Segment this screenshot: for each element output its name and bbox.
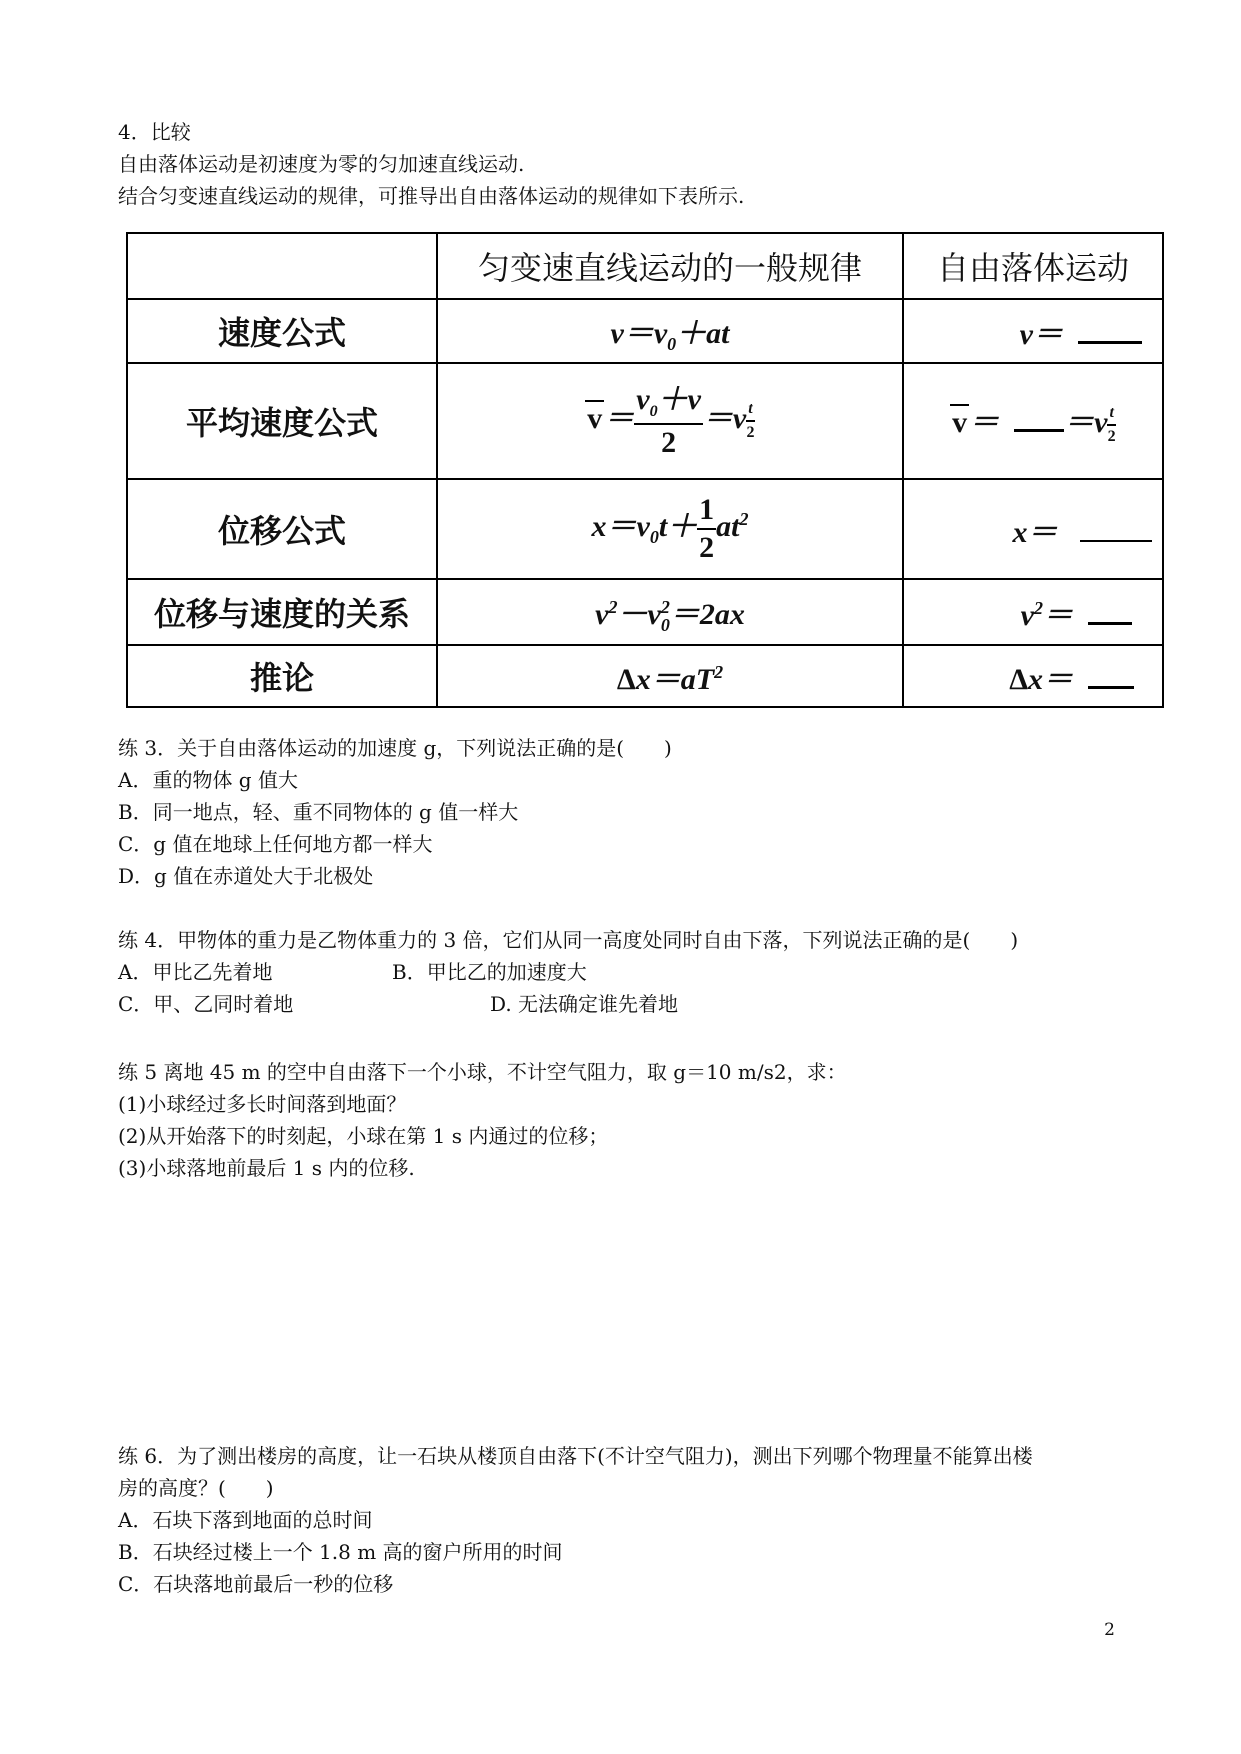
q4-option-c: C．甲、乙同时着地	[118, 992, 294, 1016]
formula-displacement-free-fall: x＝	[903, 479, 1163, 579]
q3-stem: 练 3．关于自由落体运动的加速度 g，下列说法正确的是( )	[118, 736, 672, 760]
table-row	[127, 579, 1163, 645]
q4-option-d: D. 无法确定谁先着地	[490, 992, 679, 1016]
header-empty-cell	[127, 233, 437, 299]
row-label-displacement: 位移公式	[127, 479, 437, 579]
header-general-law: 匀变速直线运动的一般规律	[437, 233, 903, 299]
table-row	[127, 479, 1163, 579]
q5-part-3: (3)小球落地前最后 1 s 内的位移.	[118, 1156, 415, 1180]
formula-velocity-displacement-free-fall: $v^2=$	[903, 579, 1163, 645]
q3-option-a: A．重的物体 g 值大	[118, 768, 298, 792]
row-label-velocity-displacement: 位移与速度的关系	[127, 579, 437, 645]
formula-displacement-general: $x=v_0t+$ $\frac{1}{2}$ $at^2$	[437, 479, 903, 579]
q4-option-b: B．甲比乙的加速度大	[392, 960, 587, 984]
intro-line-2: 结合匀变速直线运动的规律，可推导出自由落体运动的规律如下表所示.	[118, 184, 745, 208]
formula-velocity-displacement-general: $v^2-v_0^2=2ax$	[437, 579, 903, 645]
formula-average-velocity-general: v＝ $\frac{v_0+v}{2}$ ＝v $\frac{t}{2}$	[437, 363, 903, 479]
row-label-velocity: 速度公式	[127, 299, 437, 363]
table-header-row	[127, 233, 1163, 299]
formula-corollary-general: $\Delta x=aT^2$	[437, 645, 903, 707]
q6-option-c: C．石块落地前最后一秒的位移	[118, 1572, 394, 1596]
q4-option-a: A．甲比乙先着地	[118, 960, 273, 984]
table-row	[127, 299, 1163, 363]
intro-line-1: 自由落体运动是初速度为零的匀加速直线运动.	[118, 152, 525, 176]
formula-average-velocity-free-fall: v＝ ＝v $\frac{t}{2}$	[903, 363, 1163, 479]
table-row	[127, 645, 1163, 707]
q3-option-b: B．同一地点，轻、重不同物体的 g 值一样大	[118, 800, 519, 824]
q3-option-d: D．g 值在赤道处大于北极处	[118, 864, 374, 888]
q6-stem-line-2: 房的高度？( )	[118, 1476, 274, 1500]
section-heading: 4．比较	[118, 120, 191, 144]
formula-velocity-general: $v=v_0+at$	[437, 299, 903, 363]
q3-option-c: C．g 值在地球上任何地方都一样大	[118, 832, 433, 856]
q5-stem: 练 5 离地 45 m 的空中自由落下一个小球，不计空气阻力，取 g＝10 m/s2，求：	[118, 1060, 847, 1084]
q5-part-2: (2)从开始落下的时刻起，小球在第 1 s 内通过的位移；	[118, 1124, 609, 1148]
row-label-corollary: 推论	[127, 645, 437, 707]
page-number: 2	[1104, 1620, 1115, 1640]
q5-part-1: (1)小球经过多长时间落到地面？	[118, 1092, 407, 1116]
row-label-average-velocity: 平均速度公式	[127, 363, 437, 479]
formula-corollary-free-fall: Δx＝	[903, 645, 1163, 707]
q6-option-a: A．石块下落到地面的总时间	[118, 1508, 373, 1532]
formula-velocity-free-fall: v＝	[903, 299, 1163, 363]
table-row	[127, 363, 1163, 479]
comparison-table	[126, 232, 1164, 708]
q4-stem: 练 4．甲物体的重力是乙物体重力的 3 倍，它们从同一高度处同时自由下落，下列说法正确的是( )	[118, 928, 1019, 952]
header-free-fall: 自由落体运动	[903, 233, 1163, 299]
q6-stem-line-1: 练 6．为了测出楼房的高度，让一石块从楼顶自由落下(不计空气阻力)，测出下列哪个物理量不能算出楼	[118, 1444, 1033, 1468]
q6-option-b: B．石块经过楼上一个 1.8 m 高的窗户所用的时间	[118, 1540, 563, 1564]
